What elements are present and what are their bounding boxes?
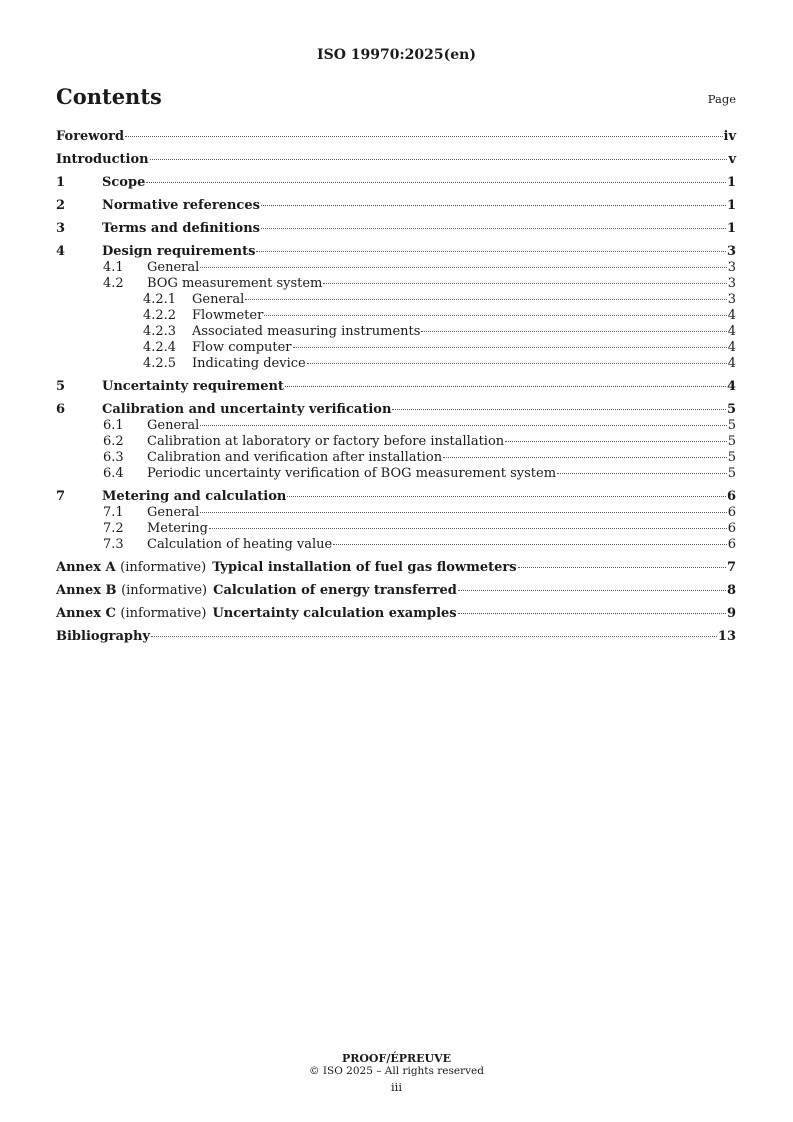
toc-entry-annex-b[interactable] [56, 583, 736, 599]
page-column-label: Page [707, 92, 736, 106]
toc-number: 6.4 [103, 466, 124, 481]
toc-title: General [147, 505, 200, 520]
toc-title: Introduction [56, 152, 149, 167]
toc-page: 5 [726, 402, 736, 417]
dot-leader [333, 544, 726, 545]
page-number: iii [390, 1080, 403, 1094]
dot-leader [151, 636, 717, 637]
toc-entry-introduction[interactable] [56, 152, 736, 168]
toc-page: 3 [727, 276, 736, 291]
toc-page: 3 [726, 244, 736, 259]
proof-label: PROOF/ÉPREUVE [341, 1052, 452, 1065]
toc-page: 9 [726, 606, 736, 621]
dot-leader [264, 315, 726, 316]
dot-leader [518, 567, 726, 568]
annex-label: Annex A [56, 560, 116, 575]
dot-leader [285, 386, 726, 387]
dot-leader [245, 299, 726, 300]
toc-entry-1[interactable] [56, 175, 736, 191]
toc-title: Scope [102, 175, 146, 190]
document-id-header: ISO 19970:2025(en) [317, 47, 476, 63]
toc-number: 4.2.1 [143, 292, 177, 307]
toc-title: Normative references [102, 198, 260, 213]
toc-page: 5 [727, 466, 736, 481]
toc-title: Terms and definitions [102, 221, 260, 236]
toc-page: 4 [727, 356, 736, 371]
annex-status: (informative) [121, 583, 208, 598]
dot-leader [287, 496, 726, 497]
toc-title: General [147, 260, 200, 275]
dot-leader [200, 267, 726, 268]
annex-label: Annex C [56, 606, 116, 621]
toc-number: 6 [56, 402, 66, 417]
toc-title: Uncertainty requirement [102, 379, 284, 394]
toc-title: BOG measurement system [147, 276, 323, 291]
toc-page: 3 [727, 260, 736, 275]
dot-leader [261, 228, 726, 229]
toc-number: 7.1 [103, 505, 124, 520]
dot-leader [505, 441, 727, 442]
toc-page: 1 [726, 221, 736, 236]
toc-page: 4 [726, 379, 736, 394]
dot-leader [125, 136, 722, 137]
dot-leader [209, 528, 727, 529]
toc-entry-4-1[interactable] [56, 260, 736, 276]
dot-leader [307, 363, 727, 364]
toc-number: 5 [56, 379, 66, 394]
toc-page: 6 [727, 505, 736, 520]
toc-title: Calibration at laboratory or factory before installation [147, 434, 505, 449]
toc-number: 4 [56, 244, 66, 259]
dot-leader [200, 425, 726, 426]
toc-page: 4 [727, 324, 736, 339]
toc-number: 4.2 [103, 276, 124, 291]
toc-entry-7-3[interactable] [56, 537, 736, 553]
toc-entry-3[interactable] [56, 221, 736, 237]
toc-page: iv [723, 129, 736, 144]
toc-entry-4-2-3[interactable] [56, 324, 736, 340]
toc-title [56, 606, 457, 621]
toc-title: Metering [147, 521, 208, 536]
dot-leader [150, 159, 728, 160]
toc-number: 1 [56, 175, 66, 190]
dot-leader [323, 283, 726, 284]
toc-page: v [728, 152, 736, 167]
toc-number: 6.1 [103, 418, 124, 433]
toc-number: 6.3 [103, 450, 124, 465]
toc-entry-6-1[interactable] [56, 418, 736, 434]
toc-page: 1 [726, 198, 736, 213]
dot-leader [261, 205, 726, 206]
toc-number: 2 [56, 198, 66, 213]
toc-entry-6-4[interactable] [56, 466, 736, 482]
toc-entry-6[interactable] [56, 402, 736, 418]
annex-label: Annex B [56, 583, 117, 598]
toc-page: 4 [727, 308, 736, 323]
toc-entry-4-2-4[interactable] [56, 340, 736, 356]
toc-page: 4 [727, 340, 736, 355]
toc-entry-2[interactable] [56, 198, 736, 214]
toc-entry-6-2[interactable] [56, 434, 736, 450]
toc-page: 1 [726, 175, 736, 190]
toc-title: Indicating device [192, 356, 306, 371]
dot-leader [256, 251, 726, 252]
toc-title: Bibliography [56, 629, 151, 644]
toc-number: 6.2 [103, 434, 124, 449]
page-footer [0, 1052, 793, 1094]
toc-title [56, 560, 517, 575]
toc-title: Periodic uncertainty verification of BOG measurement system [147, 466, 557, 481]
dot-leader [392, 409, 726, 410]
toc-page: 5 [727, 418, 736, 433]
dot-leader [293, 347, 727, 348]
toc-number: 4.2.4 [143, 340, 177, 355]
toc-entry-4-2-2[interactable] [56, 308, 736, 324]
toc-entry-4-2[interactable] [56, 276, 736, 292]
toc-page: 5 [727, 434, 736, 449]
toc-page: 7 [726, 560, 736, 575]
toc-number: 4.2.2 [143, 308, 177, 323]
toc-entry-4-2-5[interactable] [56, 356, 736, 372]
toc-number: 4.1 [103, 260, 124, 275]
toc-number: 7.2 [103, 521, 124, 536]
annex-title: Uncertainty calculation examples [212, 606, 457, 621]
dot-leader [458, 590, 726, 591]
toc-entry-7-2[interactable] [56, 521, 736, 537]
toc-page: 5 [727, 450, 736, 465]
toc-number: 7 [56, 489, 66, 504]
toc-title [56, 583, 457, 598]
toc-page: 6 [727, 521, 736, 536]
toc-number: 3 [56, 221, 66, 236]
toc-page: 13 [717, 629, 736, 644]
toc-entry-bibliography[interactable] [56, 629, 736, 645]
contents-heading: Contents [56, 84, 162, 109]
dot-leader [146, 182, 726, 183]
toc-title: General [192, 292, 245, 307]
annex-title: Calculation of energy transferred [213, 583, 457, 598]
dot-leader [200, 512, 726, 513]
toc-page: 8 [726, 583, 736, 598]
annex-title: Typical installation of fuel gas flowmeters [212, 560, 517, 575]
toc-title: Calibration and verification after installation [147, 450, 443, 465]
dot-leader [557, 473, 727, 474]
annex-status: (informative) [120, 606, 207, 621]
toc-title: Flow computer [192, 340, 292, 355]
toc-title: Calibration and uncertainty verification [102, 402, 392, 417]
dot-leader [421, 331, 726, 332]
toc-page: 3 [727, 292, 736, 307]
toc-entry-5[interactable] [56, 379, 736, 395]
toc-entry-6-3[interactable] [56, 450, 736, 466]
dot-leader [458, 613, 726, 614]
table-of-contents [56, 129, 736, 645]
toc-entry-annex-a[interactable] [56, 560, 736, 576]
annex-status: (informative) [120, 560, 207, 575]
toc-title: Associated measuring instruments [192, 324, 421, 339]
toc-entry-annex-c[interactable] [56, 606, 736, 622]
toc-number: 7.3 [103, 537, 124, 552]
toc-page: 6 [727, 537, 736, 552]
toc-title: Flowmeter [192, 308, 264, 323]
toc-title: Metering and calculation [102, 489, 287, 504]
toc-title: Calculation of heating value [147, 537, 333, 552]
toc-entry-7[interactable] [56, 489, 736, 505]
toc-entry-foreword[interactable] [56, 129, 736, 145]
toc-entry-4-2-1[interactable] [56, 292, 736, 308]
toc-page: 6 [726, 489, 736, 504]
toc-number: 4.2.3 [143, 324, 177, 339]
toc-title: Design requirements [102, 244, 256, 259]
toc-number: 4.2.5 [143, 356, 177, 371]
toc-entry-4[interactable] [56, 244, 736, 260]
toc-title: General [147, 418, 200, 433]
toc-title: Foreword [56, 129, 125, 144]
dot-leader [443, 457, 727, 458]
copyright-notice: © ISO 2025 – All rights reserved [309, 1065, 484, 1077]
toc-entry-7-1[interactable] [56, 505, 736, 521]
